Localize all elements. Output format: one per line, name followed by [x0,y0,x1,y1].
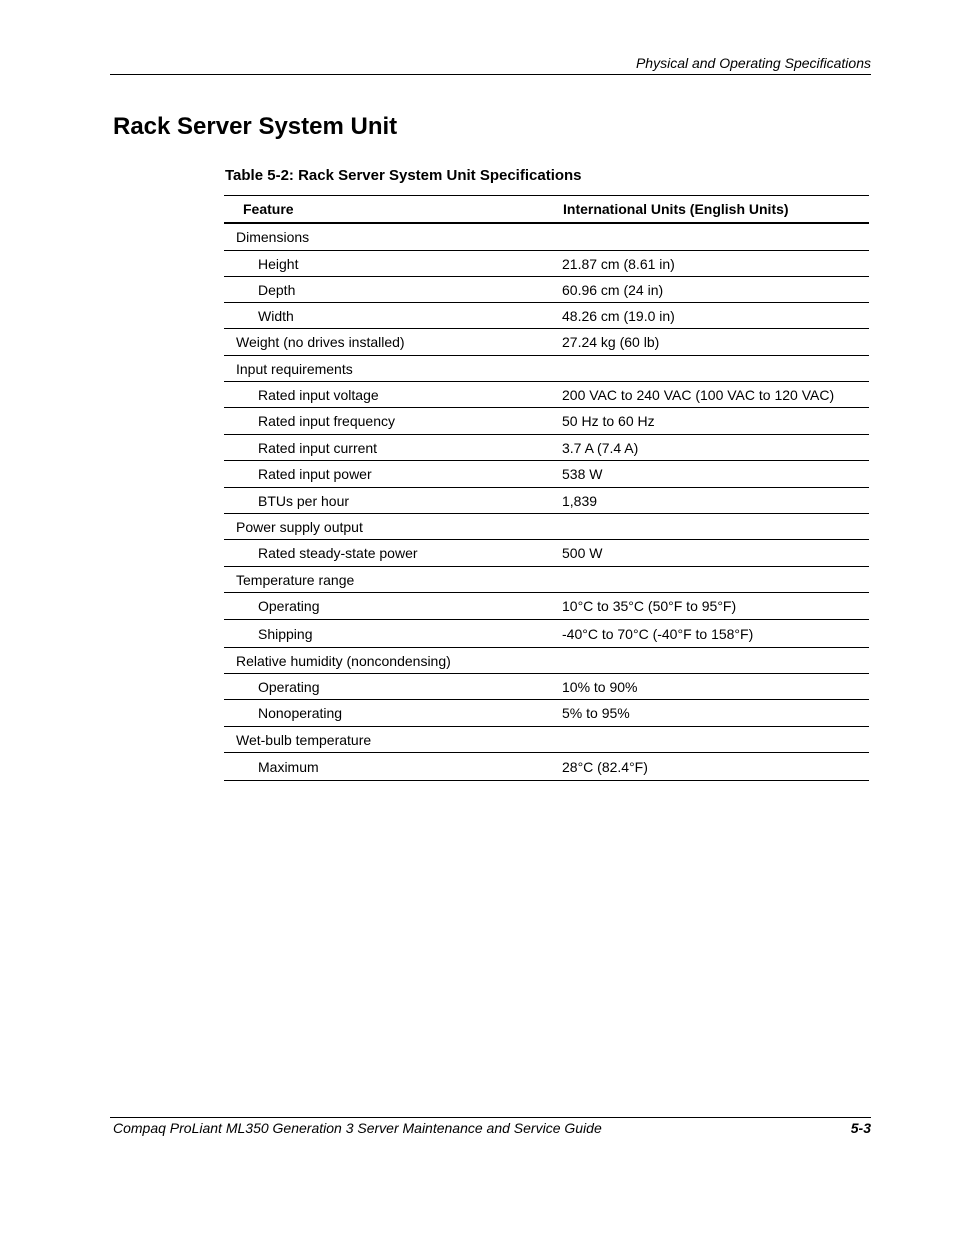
table-row [224,753,869,781]
value-cell: 48.26 cm (19.0 in) [562,307,675,324]
value-cell: 200 VAC to 240 VAC (100 VAC to 120 VAC) [562,386,835,403]
table-row [224,648,869,674]
value-cell: 10% to 90% [562,678,638,695]
table-header-row [224,196,869,224]
table-caption: Table 5-2: Rack Server System Unit Specifications [225,167,582,184]
value-cell: 5% to 95% [562,705,630,721]
feature-cell: Dimensions [236,229,310,245]
table-row [224,567,869,593]
table-row [224,593,869,620]
value-cell: 60.96 cm (24 in) [562,281,664,298]
value-cell: 21.87 cm (8.61 in) [562,255,675,272]
feature-cell: Weight (no drives installed) [236,334,405,350]
header-feature: Feature [243,201,294,217]
value-cell: 538 W [562,466,603,482]
value-cell: -40°C to 70°C (-40°F to 158°F) [562,625,754,642]
value-cell: 3.7 A (7.4 A) [562,439,639,456]
feature-cell: Input requirements [236,360,353,377]
value-cell: 1,839 [562,492,598,509]
spec-table [224,195,869,781]
running-head: Physical and Operating Specifications [635,55,871,71]
feature-cell: Rated steady-state power [258,545,418,561]
table-row [224,435,869,461]
feature-cell: Shipping [258,625,313,642]
feature-cell: Rated input voltage [258,386,379,403]
table-row [224,329,869,356]
table-row [224,514,869,540]
feature-cell: Relative humidity (noncondensing) [236,652,451,669]
value-cell: 10°C to 35°C (50°F to 95°F) [562,598,737,614]
table-row [224,674,869,700]
table-row [224,303,869,329]
header-units: International Units (English Units) [563,201,789,217]
feature-cell: Width [258,307,294,324]
feature-cell: Height [258,255,299,272]
value-cell: 50 Hz to 60 Hz [562,413,655,429]
table-row [224,382,869,408]
feature-cell: Rated input current [258,439,378,456]
table-row [224,224,869,251]
table-row [224,540,869,567]
page-number: 5-3 [850,1120,871,1136]
feature-cell: Operating [258,678,320,695]
value-cell: 500 W [562,545,603,561]
feature-cell: Maximum [258,758,319,775]
feature-cell: Nonoperating [258,705,343,721]
footer-rule [110,1117,871,1118]
feature-cell: Power supply output [236,518,363,535]
feature-cell: Depth [258,281,296,298]
page-title: Rack Server System Unit [113,113,398,140]
table-row [224,356,869,382]
table-row [224,277,869,303]
feature-cell: Rated input frequency [258,413,395,429]
table-row [224,727,869,753]
feature-cell: Rated input power [258,466,372,482]
table-row [224,408,869,435]
feature-cell: Wet-bulb temperature [236,731,372,748]
table-row [224,461,869,488]
value-cell: 28°C (82.4°F) [562,758,648,775]
feature-cell: Operating [258,598,320,614]
header-rule [110,74,871,75]
table-row [224,620,869,648]
value-cell: 27.24 kg (60 lb) [562,334,660,350]
feature-cell: Temperature range [236,571,355,588]
table-row [224,488,869,514]
table-row [224,251,869,277]
footer-guide-title: Compaq ProLiant ML350 Generation 3 Server Maintenance and Service Guide [113,1120,602,1136]
table-row [224,700,869,727]
feature-cell: BTUs per hour [258,492,350,509]
